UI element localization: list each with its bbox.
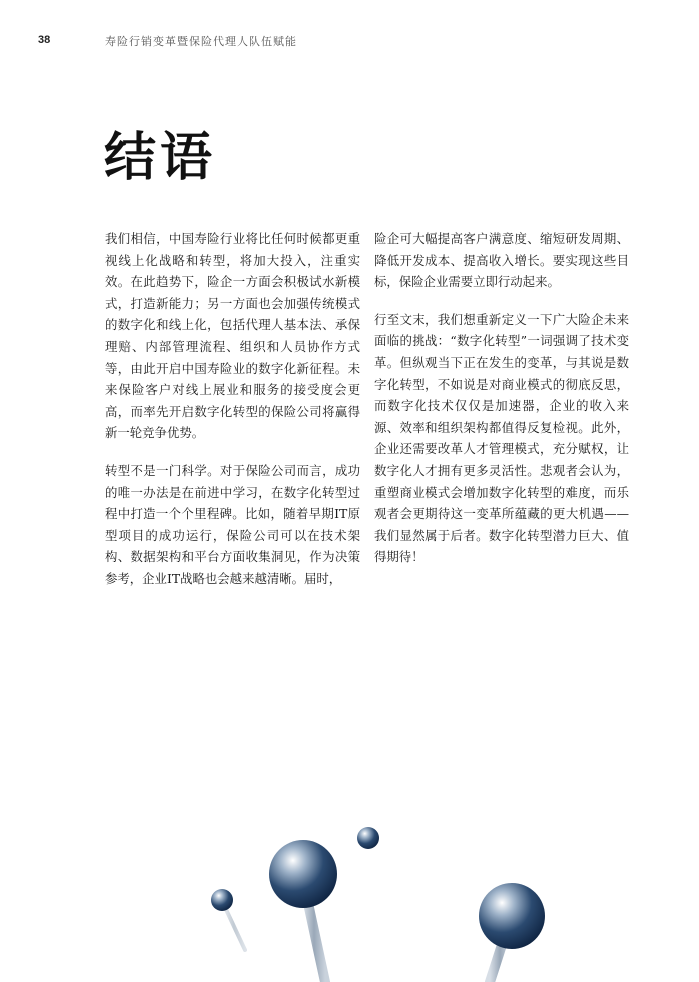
molecule-sphere	[269, 840, 337, 908]
molecule-sphere	[211, 889, 233, 911]
right-column	[374, 228, 629, 584]
paragraph: 我们相信，中国寿险行业将比任何时候都更重视线上化战略和转型，将加大投入，注重实效。在此趋势下，险企一方面会积极试水新模式，打造新能力；另一方面也会加强传统模式的数字化和线上化，包括代理人基本法、承保理赔、内部管理流程、组织和人员协作方式等，由此开启中国寿险业的数字化新征程。未来保险客户对线上展业和服务的接受度会更高，而率先开启数字化转型的保险公司将赢得新一轮竞争优势。	[105, 231, 360, 441]
paragraph: 行至文末，我们想重新定义一下广大险企未来面临的挑战：“数字化转型”一词强调了技术变革。但纵观当下正在发生的变革，与其说是数字化转型，不如说是对商业模式的彻底反思，而数字化技术仅仅是加速器，企业的收入来源、效率和组织架构都值得反复检视。此外，企业还需要改革人才管理模式，充分赋权，让数字化人才拥有更多灵活性。悲观者会认为，重塑商业模式会增加数字化转型的难度，而乐观者会更期待这一变革所蕴藏的更大机遇——我们显然属于后者。数字化转型潜力巨大、值得期待！	[374, 311, 629, 565]
paragraph: 转型不是一门科学。对于保险公司而言，成功的唯一办法是在前进中学习，在数字化转型过程中打造一个个里程碑。比如，随着早期IT原型项目的成功运行，保险公司可以在技术架构、数据架构和平台方面收集洞见，作为决策参考，企业IT战略也会越来越清晰。届时，	[105, 462, 360, 586]
molecule-illustration	[0, 800, 699, 982]
page-number: 38	[38, 34, 51, 46]
page-title: 结语	[104, 127, 217, 188]
running-header: 寿险行销变革暨保险代理人队伍赋能	[105, 35, 297, 48]
molecule-sphere	[357, 827, 379, 849]
paragraph: 险企可大幅提高客户满意度、缩短研发周期、降低开发成本、提高收入增长。要实现这些目标，保险企业需要立即行动起来。	[374, 231, 629, 290]
left-column	[105, 228, 360, 606]
molecule-sphere	[479, 883, 545, 949]
